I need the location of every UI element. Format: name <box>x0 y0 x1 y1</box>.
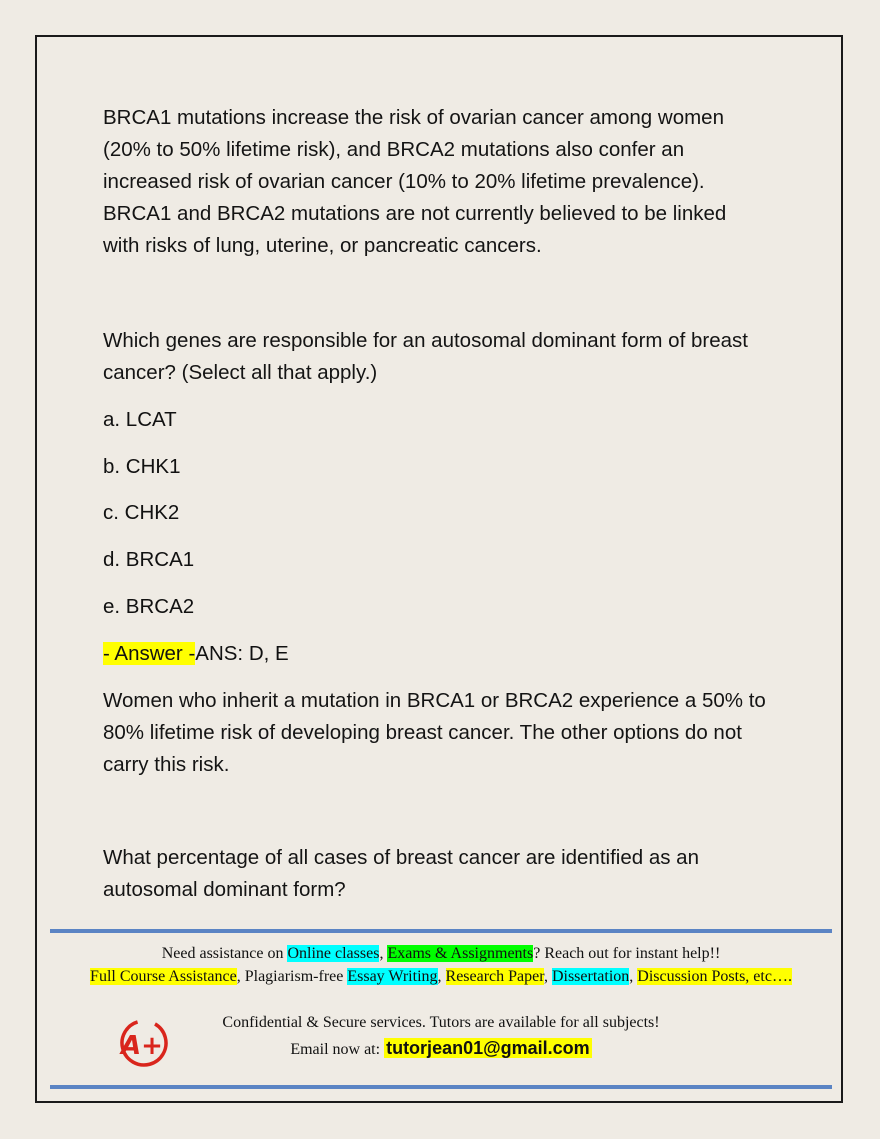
email-address[interactable]: tutorjean01@gmail.com <box>386 1038 590 1058</box>
paragraph-ovarian-risk <box>103 102 793 262</box>
footer-divider-top <box>50 929 832 933</box>
discussion-highlight: Discussion Posts, etc…. <box>637 968 792 985</box>
option-d: d. BRCA1 <box>103 548 195 571</box>
text-line: autosomal dominant form? <box>103 878 346 901</box>
option-e: e. BRCA2 <box>103 595 195 618</box>
footer-confidential-line: Confidential & Secure services. Tutors are available for all subjects! <box>222 1014 660 1031</box>
explanation <box>103 685 793 781</box>
footer-text: , Plagiarism-free <box>236 968 348 985</box>
footer-services-line <box>50 968 832 986</box>
full-course-highlight: Full Course Assistance <box>90 968 237 985</box>
text-line: Women who inherit a mutation in BRCA1 or BRCA2 experience a 50% to <box>103 689 766 712</box>
email-prefix: Email now at: <box>290 1041 385 1058</box>
option-a: a. LCAT <box>103 408 177 431</box>
dissertation-highlight: Dissertation <box>551 968 630 985</box>
text-line: BRCA1 and BRCA2 mutations are not currently believed to be linked <box>103 202 727 225</box>
text-line: Which genes are responsible for an autosomal dominant form of breast <box>103 329 748 352</box>
text-line: What percentage of all cases of breast cancer are identified as an <box>103 846 699 869</box>
text-line: with risks of lung, uterine, or pancreatic cancers. <box>103 234 542 257</box>
question-percentage <box>103 842 793 906</box>
text-line: cancer? (Select all that apply.) <box>103 361 378 384</box>
footer-text: Need assistance on <box>161 945 288 962</box>
text-line: BRCA1 mutations increase the risk of ovarian cancer among women <box>103 106 724 129</box>
answer-line <box>103 638 289 670</box>
essay-highlight: Essay Writing <box>347 968 438 985</box>
text-line: carry this risk. <box>103 753 230 776</box>
text-line: increased risk of ovarian cancer (10% to 20% lifetime prevalence). <box>103 170 705 193</box>
option-c: c. CHK2 <box>103 501 180 524</box>
logo-text: A+ <box>121 1031 163 1061</box>
text-line: (20% to 50% lifetime risk), and BRCA2 mutations also confer an <box>103 138 685 161</box>
text-line: 80% lifetime risk of developing breast cancer. The other options do not <box>103 721 742 744</box>
online-classes-highlight: Online classes <box>287 945 380 962</box>
footer-text: , <box>629 968 638 985</box>
footer-text: , <box>543 968 552 985</box>
research-highlight: Research Paper <box>445 968 544 985</box>
footer-divider-bottom <box>50 1085 832 1089</box>
footer-text: , <box>437 968 446 985</box>
footer-text: , <box>379 945 388 962</box>
exams-highlight: Exams & Assignments <box>387 945 534 962</box>
answer-value: ANS: D, E <box>195 642 289 665</box>
question-autosomal-genes <box>103 325 793 389</box>
footer-assistance-line <box>50 945 832 963</box>
footer-email-line <box>50 1038 832 1059</box>
footer-text: ? Reach out for instant help!! <box>533 945 721 962</box>
answer-label: - Answer - <box>103 642 196 665</box>
option-b: b. CHK1 <box>103 455 181 478</box>
